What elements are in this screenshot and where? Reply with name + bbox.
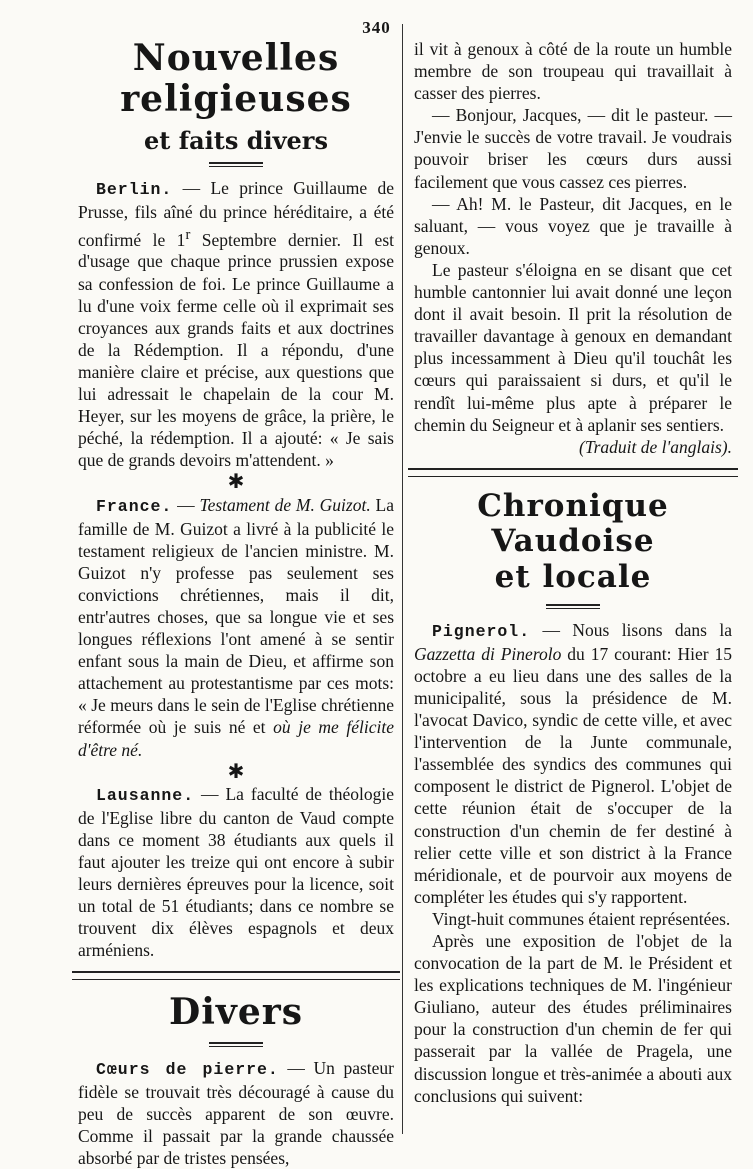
- section-title-chronique-2: et locale: [494, 559, 652, 596]
- dialogue-2: — Ah! M. le Pasteur, dit Jacques, en le saluant, — vous voyez que je travaille à genoux.: [414, 193, 732, 258]
- article-coeurs: [78, 1057, 394, 1169]
- place-lausanne: Lausanne.: [96, 785, 195, 805]
- section-title-chronique: Chronique Vaudoise: [477, 487, 669, 560]
- pignerol-text-1: — Nous lisons dans la: [530, 619, 732, 640]
- page-number: 340: [362, 18, 391, 37]
- pignerol-communes: Vingt-huit communes étaient représentées.: [432, 908, 731, 929]
- article-berlin: [78, 177, 394, 471]
- column-divider: [402, 24, 403, 1134]
- title-dash: [209, 1042, 263, 1047]
- article-pignerol: [414, 619, 732, 908]
- right-column: [414, 38, 732, 1107]
- place-coeurs: Cœurs de pierre.: [96, 1059, 279, 1079]
- section-title-nouvelles: Nouvelles religieuses: [120, 37, 352, 121]
- france-italic-end: où je me félicite d'être né.: [78, 717, 395, 760]
- berlin-sup: r: [185, 226, 191, 243]
- article-lausanne: [78, 783, 394, 962]
- place-france: France.: [96, 496, 173, 516]
- france-italic-title: Testament de M. Guizot.: [199, 494, 371, 515]
- left-column: [78, 38, 394, 1169]
- berlin-text-2: Septembre dernier. Il est d'usage que chaque prince prussien expose sa confession de foi. Le prince Guillaume a lu d'une voix ferme celle où il exprimait ses croyances aux grands faits et aux doctrines de la Rédemption. Il a répondu, d'une manière claire et précise, aux questions que lui adressait le chapelain de la cour M. Heyer, sur les moyens de grâce, la prière, le péché, la rédemption. Il a ajouté: « Je sais que de grands devoirs m'attendent. »: [78, 229, 394, 471]
- separator-star: ✱: [227, 760, 245, 783]
- section-rule: [408, 468, 738, 477]
- lausanne-text: — La faculté de théologie de l'Eglise libre du canton de Vaud compte dans ce moment 38 étudiants aux quels il faut ajouter les treize qui ont encore à subir leurs dernières épreuves pour la licence, soit un total de 51 étudiants; dans ce nombre se trouvent dix élèves espagnols et deux arméniens.: [78, 783, 394, 961]
- translation-credit: (Traduit de l'anglais).: [579, 436, 732, 457]
- dialogue-1: — Bonjour, Jacques, — dit le pasteur. — J'envie le succès de votre travail. Je voudrais pouvoir briser les cœurs durs aussi facilement que vous cassez ces pierres.: [414, 105, 732, 192]
- place-berlin: Berlin.: [96, 180, 173, 200]
- title-dash: [209, 162, 263, 167]
- france-dash: —: [172, 494, 200, 515]
- coeurs-conclusion: Le pasteur s'éloigna en se disant que cet humble cantonnier lui avait donné une leçon dont il avait besoin. Il prit la résolution de travailler davantage à genoux en demandant plus incessamment à Dieu qu'il touchât les cœurs qui paraissaient si durs, et qu'il le rendît lui-même plus apte à préparer le chemin du Seigneur et à aplanir ses sentiers.: [414, 259, 732, 435]
- coeurs-continued: il vit à genoux à côté de la route un humble membre de son troupeau qui travaillait à casser des pierres.: [414, 39, 732, 104]
- section-rule: [72, 971, 400, 980]
- place-pignerol: Pignerol.: [432, 621, 531, 641]
- coeurs-text: — Un pasteur fidèle se trouvait très découragé à cause du peu de succès apparent de son œuvre. Comme il passait par la grande chaussée absorbé par de tristes pensées,: [78, 1057, 394, 1169]
- pignerol-gazette: Gazzetta di Pinerolo: [414, 643, 562, 664]
- article-france: [78, 494, 394, 761]
- title-dash: [546, 604, 600, 609]
- pignerol-discussion: Après une exposition de l'objet de la convocation de la part de M. le Président et les explications techniques de M. l'ingénieur Giuliano, auteur des études préliminaires pour la construction d'un chemin de fer qui passerait par la vallée de Pragela, une discussion longue et très-animée a abouti aux conclusions qui suivent:: [414, 931, 732, 1106]
- pignerol-text-2: du 17 courant: Hier 15 octobre a eu lieu dans une des salles de la municipalité, sous la présidence de M. l'avocat Davico, syndic de cette ville, et avec l'intervention de la Junte communale, l'assemblée des syndics des communes qui composent le district de Pignerol. L'objet de cette réunion était de s'occuper de la construction d'un chemin de fer destiné à relier cette ville et son district à la France méridionale, et de pourvoir aux moyens de compléter les études qui s'y rapportent.: [414, 643, 732, 907]
- france-text: La famille de M. Guizot a livré à la publicité le testament religieux de l'ancien ministre. M. Guizot n'y professe pas seulement ses convictions chrétiennes, mais il dit, entr'autres choses, que sa longue vie et ses longues réflexions l'ont amené à se sentir enfant sous la main de Dieu, et affirme son attachement au protestantisme par ces mots: « Je meurs dans le sein de l'Eglise chrétienne réformée où je suis né et: [78, 494, 394, 738]
- berlin-text-1: — Le prince Guillaume de Prusse, fils aîné du prince héréditaire, a été confirmé le 1: [78, 178, 394, 250]
- separator-star: ✱: [227, 471, 245, 494]
- section-title-divers: Divers: [169, 991, 303, 1034]
- section-subtitle: et faits divers: [144, 125, 328, 155]
